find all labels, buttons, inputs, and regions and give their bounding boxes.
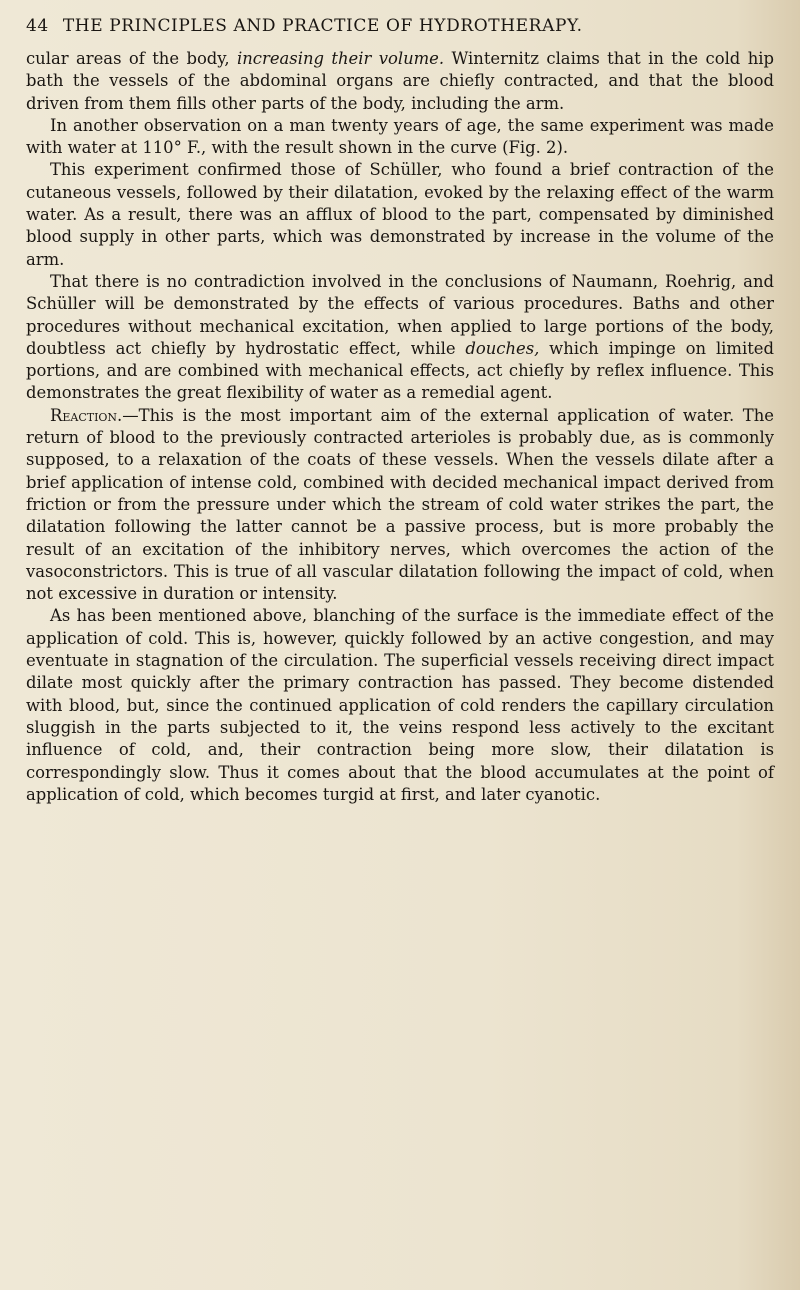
running-head (26, 14, 774, 38)
text-run: That there is no contradiction involved in the conclusions of Naumann, Roehrig, and Schüller will be demonstrated by the effects of various procedures. Baths and other procedures without mechanical excitation, when applied to large portions of the body, doubtless act chiefly by hydrostatic effect, while (26, 271, 774, 358)
text-run: In another observation on a man twenty years of age, the same experiment was made with water at 110° F., with the result shown in the curve (Fig. 2). (26, 115, 774, 158)
page-number: 44 (26, 16, 49, 36)
running-title: THE PRINCIPLES AND PRACTICE OF HYDROTHERAPY. (62, 16, 583, 36)
text-run: which impinge on limited portions, and are combined with mechanical effects, act chiefly by reflex influence. This demonstrates the great flexibility of water as a remedial agent. (26, 338, 774, 403)
paragraph-1 (26, 48, 774, 115)
text-run: Winternitz claims that in the cold hip bath the vessels of the abdominal organs are chiefly contracted, and that the blood driven from them fills other parts of the body, including the arm. (26, 49, 774, 113)
text-run: This experiment confirmed those of Schüller, who found a brief contraction of the cutaneous vessels, followed by their dilatation, evoked by the relaxing effect of the warm water. As a result, there was an afflux of blood to the part, compensated by diminished blood supply in other parts, which was demonstrated by increase in the volume of the arm. (26, 160, 774, 269)
body-text (26, 48, 774, 806)
text-run-italic: increasing their volume. (237, 49, 445, 68)
text-run: —This is the most important aim of the external application of water. The return of blood to the previously contracted arterioles is probably due, as is commonly supposed, to a relaxation of the coats of these vessels. When the vessels dilate after a brief application of intense cold, combined with decided mechanical impact derived from friction or from the pressure under which the stream of cold water strikes the part, the dilatation following the latter cannot be a passive process, but is more probably the result of an excitation of the inhibitory nerves, which overcomes the action of the vasoconstrictors. This is true of all vascular dilatation following the impact of cold, when not excessive in duration or intensity. (26, 405, 774, 604)
paragraph-2 (26, 115, 774, 160)
section-heading-reaction: Reaction. (50, 405, 123, 425)
paragraph-3 (26, 159, 774, 270)
text-run-italic: douches, (465, 338, 540, 358)
paragraph-6 (26, 605, 774, 806)
paragraph-5 (26, 405, 774, 606)
paragraph-4 (26, 271, 774, 405)
text-run: As has been mentioned above, blanching of the surface is the immediate effect of the application of cold. This is, however, quickly followed by an active congestion, and may eventuate in stagnation of the circulation. The superficial vessels receiving direct impact dilate most quickly after the primary contraction has passed. They become distended with blood, but, since the continued application of cold renders the capillary circulation sluggish in the parts subjected to it, the veins respond less actively to the excitant influence of cold, and, their contraction being more slow, their dilatation is correspondingly slow. Thus it comes about that the blood accumulates at the point of application of cold, which becomes turgid at first, and later cyanotic. (26, 606, 774, 804)
text-run: cular areas of the body, (26, 49, 237, 68)
